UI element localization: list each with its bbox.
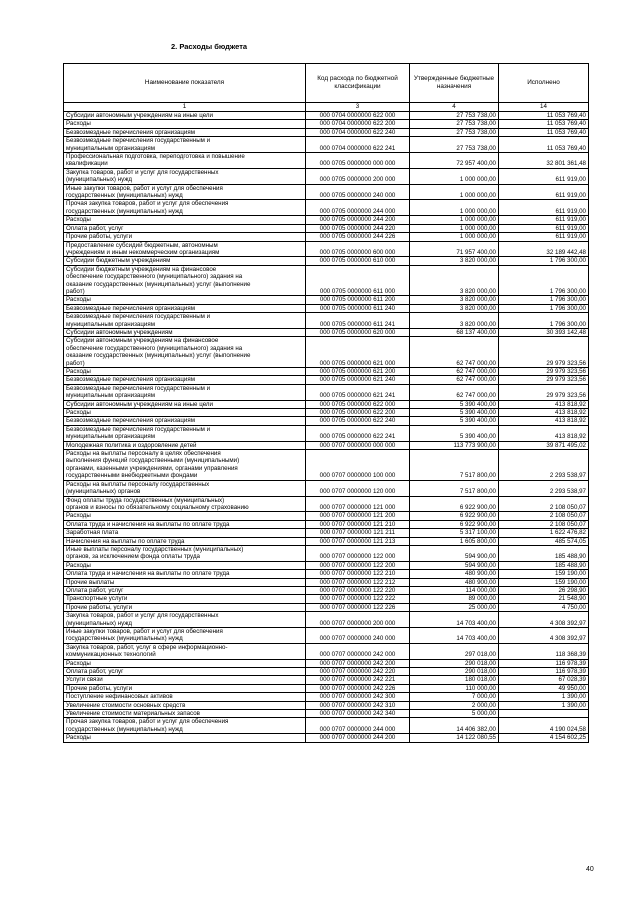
row-executed: 29 979 323,56	[499, 368, 589, 376]
row-executed: 185 488,90	[499, 545, 589, 561]
row-name: Прочая закупка товаров, работ и услуг для обеспечения государственных (муниципальных) нужд	[64, 718, 306, 734]
row-code: 000 0707 0000000 200 000	[306, 612, 410, 628]
row-code: 000 0705 0000000 621 200	[306, 368, 410, 376]
row-approved: 71 957 400,00	[410, 241, 499, 257]
row-executed: 611 919,00	[499, 200, 589, 216]
row-name: Расходы на выплаты персоналу государственных (муниципальных) органов	[64, 480, 306, 496]
row-executed: 1 796 300,00	[499, 304, 589, 312]
row-code: 000 0707 0000000 122 222	[306, 595, 410, 603]
row-name: Субсидии бюджетным учреждениям	[64, 257, 306, 265]
row-name: Профессиональная подготовка, переподготовка и повышение квалификации	[64, 153, 306, 169]
table-row	[64, 529, 589, 537]
table-row	[64, 628, 589, 644]
row-name: Увеличение стоимости основных средств	[64, 701, 306, 709]
row-executed	[499, 710, 589, 718]
row-approved: 5 000,00	[410, 710, 499, 718]
row-code: 000 0705 0000000 622 200	[306, 409, 410, 417]
row-name: Расходы	[64, 734, 306, 742]
table-row	[64, 153, 589, 169]
row-code: 000 0705 0000000 611 000	[306, 265, 410, 296]
row-approved: 594 900,00	[410, 561, 499, 569]
row-executed: 611 919,00	[499, 216, 589, 224]
row-executed: 2 293 538,97	[499, 480, 589, 496]
table-row	[64, 233, 589, 241]
row-approved: 480 900,00	[410, 578, 499, 586]
table-row	[64, 561, 589, 569]
row-code: 000 0705 0000000 600 000	[306, 241, 410, 257]
table-row	[64, 659, 589, 667]
row-name: Закупка товаров, работ и услуг для государственных (муниципальных) нужд	[64, 612, 306, 628]
row-name: Расходы	[64, 368, 306, 376]
row-approved: 62 747 000,00	[410, 384, 499, 400]
table-row	[64, 480, 589, 496]
table-row	[64, 684, 589, 692]
row-code: 000 0707 0000000 242 221	[306, 676, 410, 684]
table-row	[64, 537, 589, 545]
row-approved: 5 390 400,00	[410, 409, 499, 417]
row-executed: 67 028,39	[499, 676, 589, 684]
row-approved: 27 753 738,00	[410, 137, 499, 153]
row-executed: 11 053 769,40	[499, 112, 589, 120]
table-row	[64, 112, 589, 120]
row-approved: 6 922 900,00	[410, 512, 499, 520]
row-name: Безвозмездные перечисления организациям	[64, 304, 306, 312]
row-code: 000 0707 0000000 242 310	[306, 701, 410, 709]
row-code: 000 0705 0000000 611 200	[306, 296, 410, 304]
row-name: Предоставление субсидий бюджетным, автономным учреждениям и иным некоммерческим организациям	[64, 241, 306, 257]
row-code: 000 0707 0000000 242 340	[306, 710, 410, 718]
table-row	[64, 376, 589, 384]
row-code: 000 0704 0000000 622 240	[306, 128, 410, 136]
row-executed: 11 053 769,40	[499, 128, 589, 136]
row-code: 000 0704 0000000 622 200	[306, 120, 410, 128]
row-code: 000 0707 0000000 121 210	[306, 520, 410, 528]
row-name: Субсидии автономным учреждениям	[64, 328, 306, 336]
row-code: 000 0707 0000000 100 000	[306, 450, 410, 481]
row-approved: 27 753 738,00	[410, 112, 499, 120]
row-code: 000 0707 0000000 122 220	[306, 586, 410, 594]
table-row	[64, 710, 589, 718]
row-executed: 1 796 300,00	[499, 313, 589, 329]
row-approved: 290 018,00	[410, 668, 499, 676]
column-number: 14	[499, 103, 589, 112]
row-code: 000 0705 0000000 621 000	[306, 337, 410, 368]
row-name: Безвозмездные перечисления организациям	[64, 417, 306, 425]
row-executed: 611 919,00	[499, 233, 589, 241]
row-executed: 29 979 323,56	[499, 337, 589, 368]
row-approved: 89 000,00	[410, 595, 499, 603]
row-name: Начисления на выплаты по оплате труда	[64, 537, 306, 545]
row-executed: 2 108 050,07	[499, 520, 589, 528]
row-name: Расходы	[64, 659, 306, 667]
table-row	[64, 425, 589, 441]
row-name: Расходы	[64, 409, 306, 417]
table-row	[64, 224, 589, 232]
table-row	[64, 603, 589, 611]
table-row	[64, 441, 589, 449]
header-row	[64, 64, 589, 103]
row-code: 000 0705 0000000 622 241	[306, 425, 410, 441]
row-approved: 7 517 800,00	[410, 480, 499, 496]
table-row	[64, 128, 589, 136]
row-approved: 72 957 400,00	[410, 153, 499, 169]
row-code: 000 0707 0000000 121 211	[306, 529, 410, 537]
row-name: Безвозмездные перечисления государственным и муниципальным организациям	[64, 313, 306, 329]
row-approved: 5 390 400,00	[410, 425, 499, 441]
row-approved: 27 753 738,00	[410, 128, 499, 136]
row-executed: 11 053 769,40	[499, 137, 589, 153]
row-executed: 4 154 602,25	[499, 734, 589, 742]
row-approved: 14 703 400,00	[410, 612, 499, 628]
row-executed: 185 488,90	[499, 561, 589, 569]
page-number: 40	[586, 866, 594, 873]
row-code: 000 0707 0000000 240 000	[306, 628, 410, 644]
row-executed: 116 978,39	[499, 668, 589, 676]
row-name: Прочая закупка товаров, работ и услуг для обеспечения государственных (муниципальных) нужд	[64, 200, 306, 216]
table-row	[64, 676, 589, 684]
row-approved: 3 820 000,00	[410, 296, 499, 304]
table-row	[64, 384, 589, 400]
row-approved: 1 000 000,00	[410, 233, 499, 241]
row-executed: 1 390,00	[499, 701, 589, 709]
row-approved: 110 000,00	[410, 684, 499, 692]
row-name: Иные выплаты персоналу государственных (муниципальных) органов, за исключением фонда оплаты труда	[64, 545, 306, 561]
row-approved: 297 018,00	[410, 643, 499, 659]
column-number: 3	[306, 103, 410, 112]
row-name: Безвозмездные перечисления организациям	[64, 376, 306, 384]
header-approved: Утвержденные бюджетные назначения	[410, 64, 499, 103]
row-approved: 7 517 800,00	[410, 450, 499, 481]
budget-expenses-table	[63, 63, 589, 743]
row-executed: 1 796 300,00	[499, 265, 589, 296]
row-code: 000 0705 0000000 620 000	[306, 328, 410, 336]
row-code: 000 0705 0000000 621 240	[306, 376, 410, 384]
row-name: Фонд оплаты труда государственных (муниципальных) органов и взносы по обязательному социальному страхованию	[64, 496, 306, 512]
row-code: 000 0707 0000000 122 000	[306, 545, 410, 561]
table-row	[64, 265, 589, 296]
row-approved: 3 820 000,00	[410, 265, 499, 296]
row-approved: 68 137 400,00	[410, 328, 499, 336]
row-approved: 62 747 000,00	[410, 376, 499, 384]
row-executed: 4 750,00	[499, 603, 589, 611]
table-row	[64, 512, 589, 520]
row-name: Прочие работы, услуги	[64, 684, 306, 692]
row-name: Безвозмездные перечисления государственным и муниципальным организациям	[64, 425, 306, 441]
row-name: Увеличение стоимости материальных запасов	[64, 710, 306, 718]
row-executed: 30 393 142,48	[499, 328, 589, 336]
row-code: 000 0705 0000000 610 000	[306, 257, 410, 265]
row-name: Субсидии автономным учреждениям на иные цели	[64, 112, 306, 120]
row-executed: 49 950,00	[499, 684, 589, 692]
table-row	[64, 668, 589, 676]
row-name: Расходы	[64, 296, 306, 304]
row-name: Прочие выплаты	[64, 578, 306, 586]
row-executed: 2 108 050,07	[499, 512, 589, 520]
row-name: Расходы	[64, 216, 306, 224]
row-name: Молодежная политика и оздоровление детей	[64, 441, 306, 449]
row-executed: 611 919,00	[499, 184, 589, 200]
row-code: 000 0704 0000000 622 000	[306, 112, 410, 120]
row-code: 000 0705 0000000 244 000	[306, 200, 410, 216]
row-name: Расходы	[64, 561, 306, 569]
row-executed: 485 574,05	[499, 537, 589, 545]
row-code: 000 0705 0000000 244 200	[306, 216, 410, 224]
row-executed: 4 190 024,58	[499, 718, 589, 734]
table-row	[64, 328, 589, 336]
row-approved: 1 000 000,00	[410, 224, 499, 232]
row-code: 000 0705 0000000 622 000	[306, 400, 410, 408]
row-code: 000 0705 0000000 621 241	[306, 384, 410, 400]
table-row	[64, 216, 589, 224]
row-executed: 116 978,39	[499, 659, 589, 667]
table-row	[64, 120, 589, 128]
row-code: 000 0707 0000000 242 300	[306, 693, 410, 701]
row-name: Поступление нефинансовых активов	[64, 693, 306, 701]
row-name: Оплата труда и начисления на выплаты по оплате труда	[64, 570, 306, 578]
table-row	[64, 701, 589, 709]
row-approved: 7 000,00	[410, 693, 499, 701]
row-name: Оплата работ, услуг	[64, 224, 306, 232]
row-approved: 1 000 000,00	[410, 184, 499, 200]
row-code: 000 0705 0000000 000 000	[306, 153, 410, 169]
column-number: 4	[410, 103, 499, 112]
row-approved: 1 605 800,00	[410, 537, 499, 545]
row-name: Закупка товаров, работ, услуг в сфере информационно- коммуникационных технологий	[64, 643, 306, 659]
row-executed: 32 189 442,48	[499, 241, 589, 257]
row-approved: 62 747 000,00	[410, 368, 499, 376]
table-row	[64, 137, 589, 153]
row-code: 000 0705 0000000 611 240	[306, 304, 410, 312]
row-code: 000 0707 0000000 244 000	[306, 718, 410, 734]
row-code: 000 0707 0000000 000 000	[306, 441, 410, 449]
row-code: 000 0707 0000000 122 226	[306, 603, 410, 611]
row-code: 000 0705 0000000 622 240	[306, 417, 410, 425]
row-executed: 1 390,00	[499, 693, 589, 701]
row-name: Безвозмездные перечисления организациям	[64, 128, 306, 136]
row-approved: 27 753 738,00	[410, 120, 499, 128]
row-approved: 3 820 000,00	[410, 257, 499, 265]
row-executed: 1 622 476,82	[499, 529, 589, 537]
table-row	[64, 304, 589, 312]
row-approved: 5 390 400,00	[410, 400, 499, 408]
row-code: 000 0705 0000000 244 220	[306, 224, 410, 232]
row-approved: 180 018,00	[410, 676, 499, 684]
row-executed: 413 818,92	[499, 425, 589, 441]
row-code: 000 0705 0000000 244 226	[306, 233, 410, 241]
table-row	[64, 400, 589, 408]
row-name: Иные закупки товаров, работ и услуг для обеспечения государственных (муниципальных) нужд	[64, 184, 306, 200]
row-code: 000 0705 0000000 200 000	[306, 168, 410, 184]
row-code: 000 0707 0000000 122 212	[306, 578, 410, 586]
row-executed: 32 801 361,48	[499, 153, 589, 169]
row-code: 000 0707 0000000 242 000	[306, 643, 410, 659]
row-executed: 2 108 050,07	[499, 496, 589, 512]
row-approved: 5 317 100,00	[410, 529, 499, 537]
row-executed: 11 053 769,40	[499, 120, 589, 128]
row-name: Оплата работ, услуг	[64, 586, 306, 594]
header-name: Наименование показателя	[64, 64, 306, 103]
table-row	[64, 643, 589, 659]
row-executed: 4 308 392,97	[499, 628, 589, 644]
row-approved: 113 773 900,00	[410, 441, 499, 449]
row-executed: 1 796 300,00	[499, 257, 589, 265]
table-row	[64, 368, 589, 376]
row-name: Заработная плата	[64, 529, 306, 537]
row-name: Транспортные услуги	[64, 595, 306, 603]
row-name: Закупка товаров, работ и услуг для государственных (муниципальных) нужд	[64, 168, 306, 184]
row-approved: 62 747 000,00	[410, 337, 499, 368]
table-row	[64, 718, 589, 734]
row-executed: 159 190,00	[499, 570, 589, 578]
row-code: 000 0704 0000000 622 241	[306, 137, 410, 153]
table-row	[64, 612, 589, 628]
table-row	[64, 496, 589, 512]
row-approved: 594 900,00	[410, 545, 499, 561]
row-executed: 4 308 392,97	[499, 612, 589, 628]
row-approved: 114 000,00	[410, 586, 499, 594]
row-executed: 1 796 300,00	[499, 296, 589, 304]
row-approved: 25 000,00	[410, 603, 499, 611]
table-row	[64, 520, 589, 528]
row-code: 000 0707 0000000 122 200	[306, 561, 410, 569]
row-approved: 2 000,00	[410, 701, 499, 709]
table-row	[64, 450, 589, 481]
table-row	[64, 409, 589, 417]
row-name: Расходы	[64, 512, 306, 520]
table-row	[64, 417, 589, 425]
row-name: Прочие работы, услуги	[64, 233, 306, 241]
row-executed: 29 979 323,56	[499, 376, 589, 384]
row-executed: 2 293 538,97	[499, 450, 589, 481]
row-name: Субсидии автономным учреждениям на финансовое обеспечение государственного (муниципального) задания на оказание государственных (муниципальных) услуг (выполнение работ)	[64, 337, 306, 368]
table-row	[64, 693, 589, 701]
column-number-row	[64, 103, 589, 112]
row-executed: 611 919,00	[499, 224, 589, 232]
header-executed: Исполнено	[499, 64, 589, 103]
row-executed: 21 548,90	[499, 595, 589, 603]
table-row	[64, 184, 589, 200]
row-code: 000 0707 0000000 121 213	[306, 537, 410, 545]
row-name: Субсидии автономным учреждениям на иные цели	[64, 400, 306, 408]
row-name: Прочие работы, услуги	[64, 603, 306, 611]
row-approved: 1 000 000,00	[410, 168, 499, 184]
row-approved: 290 018,00	[410, 659, 499, 667]
row-code: 000 0707 0000000 120 000	[306, 480, 410, 496]
table-row	[64, 200, 589, 216]
table-row	[64, 545, 589, 561]
table-row	[64, 313, 589, 329]
row-approved: 5 390 400,00	[410, 417, 499, 425]
row-executed: 26 298,90	[499, 586, 589, 594]
row-name: Безвозмездные перечисления государственным и муниципальным организациям	[64, 137, 306, 153]
row-approved: 1 000 000,00	[410, 216, 499, 224]
row-executed: 118 368,39	[499, 643, 589, 659]
table-row	[64, 337, 589, 368]
row-code: 000 0707 0000000 242 220	[306, 668, 410, 676]
row-approved: 6 922 900,00	[410, 520, 499, 528]
table-row	[64, 734, 589, 742]
row-executed: 413 818,92	[499, 400, 589, 408]
row-name: Оплата труда и начисления на выплаты по оплате труда	[64, 520, 306, 528]
table-row	[64, 257, 589, 265]
row-name: Безвозмездные перечисления государственным и муниципальным организациям	[64, 384, 306, 400]
row-code: 000 0707 0000000 121 200	[306, 512, 410, 520]
row-approved: 6 922 900,00	[410, 496, 499, 512]
row-name: Услуги связи	[64, 676, 306, 684]
row-name: Иные закупки товаров, работ и услуг для обеспечения государственных (муниципальных) нужд	[64, 628, 306, 644]
table-row	[64, 296, 589, 304]
row-name: Расходы на выплаты персоналу в целях обеспечения выполнения функций государственными (муниципальными) органами, казенными учреждениями, органами управления государственными внебюджетными фондами	[64, 450, 306, 481]
header-code: Код расхода по бюджетной классификации	[306, 64, 410, 103]
row-code: 000 0707 0000000 121 000	[306, 496, 410, 512]
table-row	[64, 595, 589, 603]
table-row	[64, 578, 589, 586]
row-name: Оплата работ, услуг	[64, 668, 306, 676]
column-number: 1	[64, 103, 306, 112]
row-approved: 14 122 080,55	[410, 734, 499, 742]
table-row	[64, 241, 589, 257]
row-code: 000 0707 0000000 122 210	[306, 570, 410, 578]
row-approved: 14 703 400,00	[410, 628, 499, 644]
row-executed: 413 818,92	[499, 409, 589, 417]
row-code: 000 0707 0000000 244 200	[306, 734, 410, 742]
row-executed: 611 919,00	[499, 168, 589, 184]
row-executed: 29 979 323,56	[499, 384, 589, 400]
row-executed: 159 190,00	[499, 578, 589, 586]
row-executed: 413 818,92	[499, 417, 589, 425]
row-code: 000 0705 0000000 240 000	[306, 184, 410, 200]
table-row	[64, 586, 589, 594]
row-approved: 14 406 382,00	[410, 718, 499, 734]
row-approved: 3 820 000,00	[410, 304, 499, 312]
row-code: 000 0705 0000000 611 241	[306, 313, 410, 329]
row-code: 000 0707 0000000 242 226	[306, 684, 410, 692]
row-name: Субсидии бюджетным учреждениям на финансовое обеспечение государственного (муниципального) задания на оказание государственных (муниципальных) услуг (выполнение работ)	[64, 265, 306, 296]
row-approved: 3 820 000,00	[410, 313, 499, 329]
row-executed: 39 871 495,02	[499, 441, 589, 449]
table-row	[64, 168, 589, 184]
row-code: 000 0707 0000000 242 200	[306, 659, 410, 667]
table-row	[64, 570, 589, 578]
row-approved: 480 900,00	[410, 570, 499, 578]
row-name: Расходы	[64, 120, 306, 128]
section-title: 2. Расходы бюджета	[171, 42, 248, 51]
row-approved: 1 000 000,00	[410, 200, 499, 216]
